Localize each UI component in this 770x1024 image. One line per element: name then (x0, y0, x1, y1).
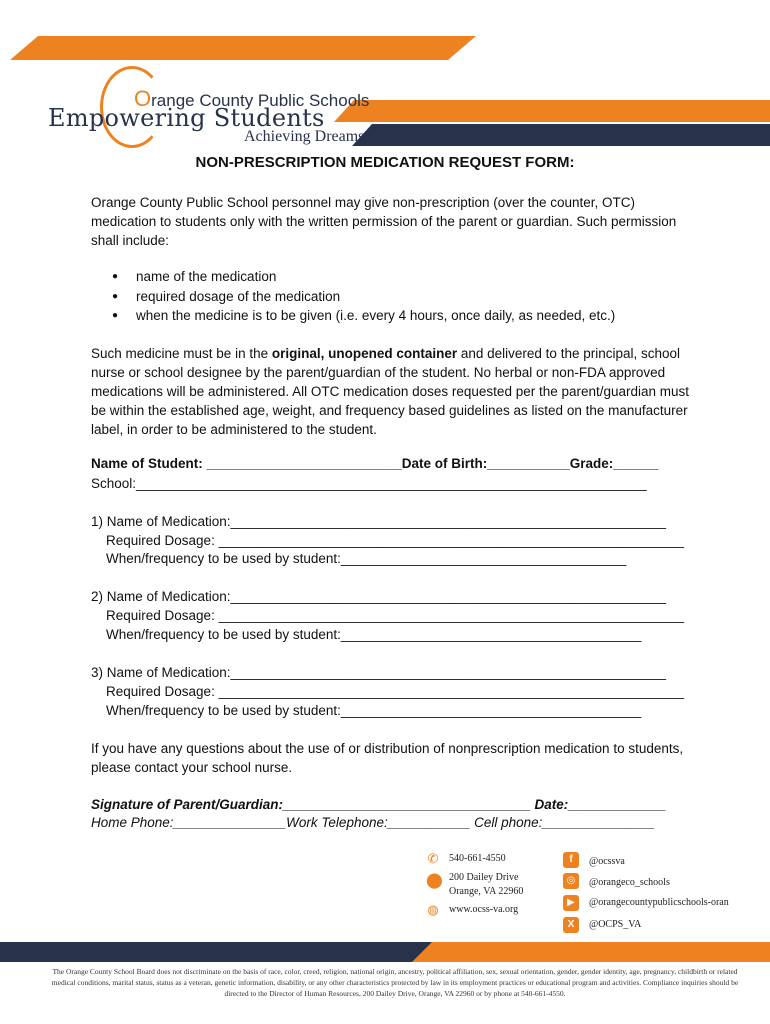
questions-paragraph: If you have any questions about the use of or distribution of nonprescription medication to students, please contact your school nurse. (91, 741, 684, 775)
phone-icon: ✆ (427, 851, 439, 866)
contact-website[interactable]: www.ocss-va.org (449, 904, 519, 915)
facebook-icon: f (563, 852, 579, 868)
location-pin-icon: ⬤ (426, 872, 443, 889)
contact-youtube[interactable]: @orangecountypublicschools-oran (589, 897, 729, 908)
list-item: ● when the medicine is to be given (i.e. every 4 hours, once daily, as needed, etc.) (112, 308, 616, 323)
contact-facebook[interactable]: @ocssva (589, 856, 625, 867)
list-item: ● required dosage of the medication (112, 288, 341, 304)
container-paragraph: Such medicine must be in the original, unopened container and delivered to the principal, school nurse or school designee by the parent/guardian of the student. No herbal or non-FDA approved medications will be administered. All OTC medication doses requested per the parent/guardian must be within the established age, weight, and frequency based guidelines as listed on the manufacturer label, in order to be administered to the student. (91, 346, 690, 437)
footer-orange-band (412, 942, 770, 962)
logo-tagline-sub: Achieving Dreams (244, 128, 365, 145)
signature-field[interactable]: Signature of Parent/Guardian:_________________________________ Date:_____________ (91, 797, 666, 812)
header-navy-band (352, 124, 770, 146)
instagram-icon: ◎ (563, 873, 579, 889)
medication-3-name-field[interactable]: 3) Name of Medication:__________________________________________________________ (91, 665, 667, 680)
medication-2-name-field[interactable]: 2) Name of Medication:__________________________________________________________ (91, 589, 667, 604)
youtube-icon: ▶ (563, 895, 579, 911)
school-field[interactable]: School:____________________________________________________________________ (91, 476, 647, 491)
medication-2-dosage-field[interactable]: Required Dosage: ______________________________________________________________ (106, 608, 685, 623)
form-title: NON-PRESCRIPTION MEDICATION REQUEST FORM: (195, 154, 575, 171)
list-item: ● name of the medication (112, 269, 277, 284)
header-orange-band (334, 100, 770, 122)
phone-fields[interactable]: Home Phone:_______________Work Telephone:___________ Cell phone:_______________ (91, 815, 655, 830)
contact-x[interactable]: @OCPS_VA (589, 919, 642, 930)
header-orange-band-top (10, 36, 476, 60)
footer-navy-band (0, 942, 440, 962)
medication-1-name-field[interactable]: 1) Name of Medication:__________________________________________________________ (91, 514, 667, 529)
contact-phone: 540-661-4550 (449, 853, 506, 864)
medication-1-dosage-field[interactable]: Required Dosage: ______________________________________________________________ (106, 533, 685, 548)
logo-org-name: Orange County Public Schools (134, 86, 370, 111)
logo-tagline-main: Empowering Students (48, 104, 325, 132)
permission-list (108, 267, 615, 326)
intro-paragraph: Orange County Public School personnel may give non-prescription (over the counter, OTC) medication to students only with the written permission of the parent or guardian. Such permission shall include: (91, 195, 677, 248)
medication-1-when-field[interactable]: When/frequency to be used by student:______________________________________ (106, 551, 627, 566)
x-icon: X (563, 917, 579, 933)
globe-icon: ◍ (427, 902, 439, 917)
student-name-field[interactable]: Name of Student: __________________________Date of Birth:___________Grade:______ (91, 456, 659, 471)
medication-2-when-field[interactable]: When/frequency to be used by student:________________________________________ (106, 627, 642, 642)
medication-3-dosage-field[interactable]: Required Dosage: ______________________________________________________________ (106, 684, 685, 699)
medication-3-when-field[interactable]: When/frequency to be used by student:________________________________________ (106, 703, 642, 718)
contact-address-1: 200 Dailey Drive (449, 872, 519, 883)
contact-address-2: Orange, VA 22960 (449, 886, 524, 897)
nondiscrimination-statement: The Orange County School Board does not discriminate on the basis of race, color, creed, religion, national origin, ancestry, political affiliation, sex, sexual orientation, gender, gender identity, age, pregnancy, childbirth or related medical conditions, marital status, status as a veteran, genetic information, disability, or any other characteristics protected by law in its employment practices or educational program and activities. Compliance inquiries should be directed to the Director of Human Resources, 200 Dailey Drive, Orange, VA 22960 or by phone at 540-661-4550. (51, 967, 739, 998)
contact-instagram[interactable]: @orangeco_schools (589, 877, 670, 888)
